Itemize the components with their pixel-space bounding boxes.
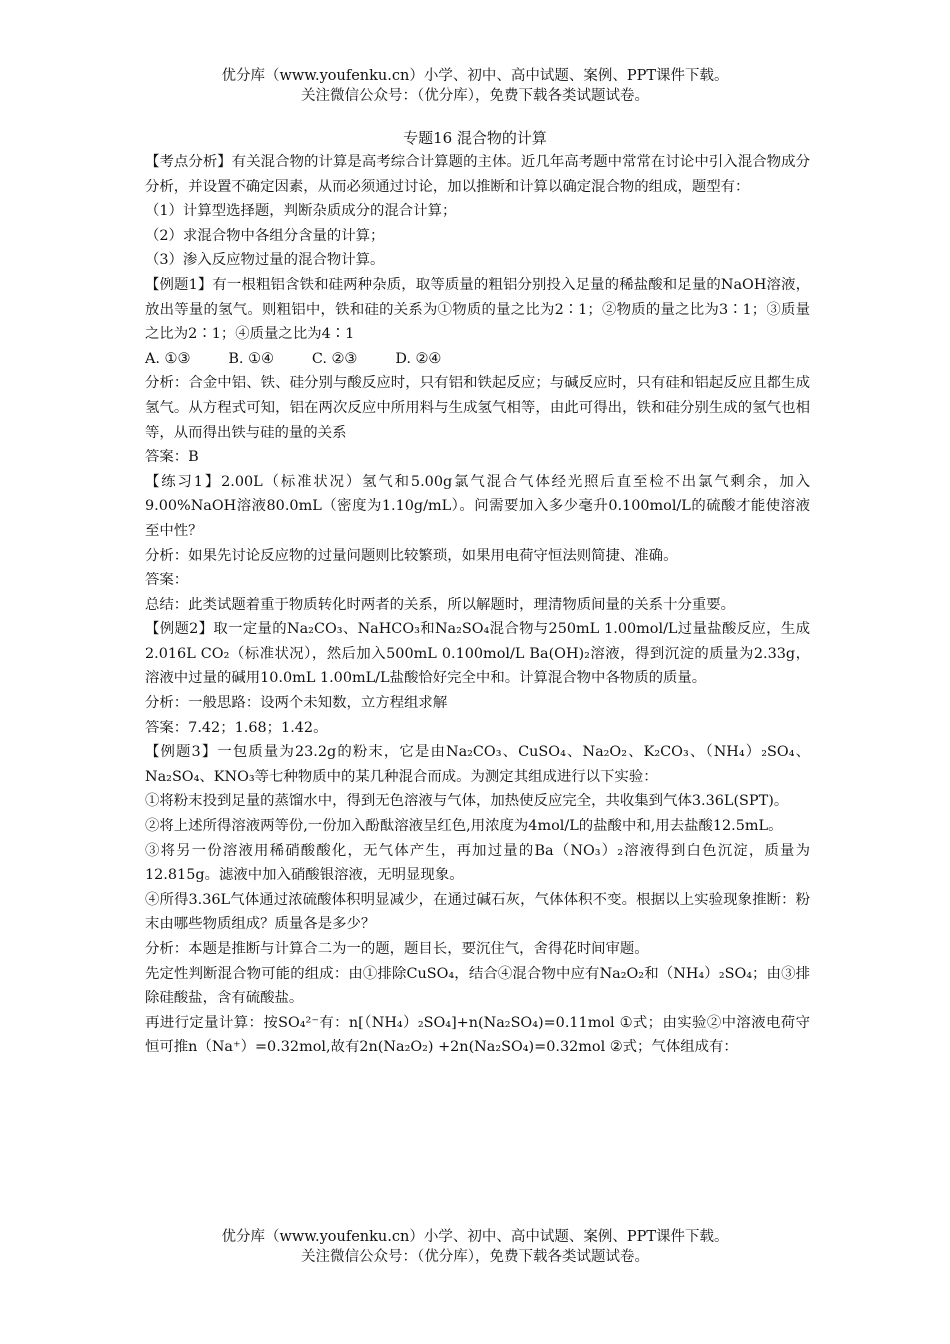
footer-line-1: 优分库（www.youfenku.cn）小学、初中、高中试题、案例、PPT课件下载。 [221, 1229, 729, 1245]
paragraph-type-2: （2）求混合物中各组分含量的计算； [145, 227, 385, 244]
paragraph-example-1-analysis: 分析：合金中铝、铁、硅分别与酸反应时，只有铝和铁起反应；与碱反应时，只有硅和铝起反应且都生成氢气。从方程式可知，铝在两次反应中所用料与生成氢气相等，由此可得出，铁和硅分别生成的氢气也相等，从而得出铁与硅的量的关系 [145, 375, 810, 441]
answer-options [145, 347, 810, 372]
header-line-2: 关注微信公众号：（优分库），免费下载各类试题试卷。 [301, 88, 649, 104]
paragraph-type-1: （1）计算型选择题，判断杂质成分的混合计算； [145, 203, 457, 220]
option-d: D. ②④ [395, 350, 442, 367]
paragraph-quantitative: 再进行定量计算：按SO₄²⁻有：n[（NH₄）₂SO₄]+n(Na₂SO₄)=0.11mol ①式；由实验②中溶液电荷守恒可推n（Na⁺）=0.32mol,故有2n(Na₂O₂) +2n(Na₂SO₄)=0.32mol ②式；气体组成有： [145, 1014, 810, 1056]
paragraph-example-3-analysis: 分析：本题是推断与计算合二为一的题，题目长，要沉住气，舍得花时间审题。 [145, 941, 649, 957]
option-a: A. ①③ [145, 350, 191, 367]
paragraph-experiment-2: ②将上述所得溶液两等份,一份加入酚酞溶液呈红色,用浓度为4mol/L的盐酸中和,用去盐酸12.5mL。 [145, 818, 783, 835]
paragraph-experiment-1: ①将粉末投到足量的蒸馏水中，得到无色溶液与气体，加热使反应完全，共收集到气体3.36L(SPT)。 [145, 793, 789, 810]
option-c: C. ②③ [311, 350, 358, 367]
paragraph-example-3: 【例题3】一包质量为23.2g的粉末，它是由Na₂CO₃、CuSO₄、Na₂O₂、K₂CO₃、（NH₄）₂SO₄、Na₂SO₄、KNO₃等七种物质中的某几种混合而成。为测定其组成进行以下实验： [145, 744, 810, 785]
paragraph-type-3: （3）渗入反应物过量的混合物计算。 [145, 252, 385, 269]
paragraph-exercise-1-analysis: 分析：如果先讨论反应物的过量问题则比较繁琐，如果用电荷守恒法则简捷、准确。 [145, 547, 678, 564]
paragraph-example-2: 【例题2】取一定量的Na₂CO₃、NaHCO₃和Na₂SO₄混合物与250mL 1.00mol/L过量盐酸反应，生成2.016L CO₂（标准状况），然后加入500mL 0.100mol/L Ba(OH)₂溶液，得到沉淀的质量为2.33g，溶液中过量的碱用10.0mL 1.00mL/L盐酸恰好完全中和。计算混合物中各物质的质量。 [145, 621, 810, 687]
paragraph-experiment-3: ③将另一份溶液用稀硝酸酸化，无气体产生，再加过量的Ba（NO₃）₂溶液得到白色沉淀，质量为12.815g。滤液中加入硝酸银溶液，无明显现象。 [145, 842, 810, 884]
paragraph-analysis: 【考点分析】有关混合物的计算是高考综合计算题的主体。近几年高考题中常常在讨论中引入混合物成分分析，并设置不确定因素，从而必须通过讨论，加以推断和计算以确定混合物的组成，题型有： [145, 154, 810, 195]
page-footer [0, 1227, 950, 1267]
paragraph-qualitative: 先定性判断混合物可能的组成：由①排除CuSO₄，结合④混合物中应有Na₂O₂和（NH₄）₂SO₄；由③排除硅酸盐，含有硫酸盐。 [145, 965, 810, 1007]
document-body [145, 150, 810, 1060]
paragraph-experiment-4: ④所得3.36L气体通过浓硫酸体积明显减少，在通过碱石灰，气体体积不变。根据以上实验现象推断：粉末由哪些物质组成？质量各是多少？ [145, 891, 810, 933]
paragraph-example-1-answer: 答案：B [145, 449, 199, 466]
page-header [0, 66, 950, 106]
document-title: 专题16 混合物的计算 [403, 129, 547, 147]
option-b: B. ①④ [228, 350, 274, 367]
header-line-1: 优分库（www.youfenku.cn）小学、初中、高中试题、案例、PPT课件下载。 [221, 68, 729, 84]
paragraph-example-2-answer: 答案：7.42；1.68；1.42。 [145, 719, 328, 736]
paragraph-example-2-analysis: 分析：一般思路：设两个未知数，立方程组求解 [145, 695, 448, 712]
paragraph-example-1: 【例题1】有一根粗铝含铁和硅两种杂质，取等质量的粗铝分别投入足量的稀盐酸和足量的NaOH溶液，放出等量的氢气。则粗铝中，铁和硅的关系为①物质的量之比为2∶1；②物质的量之比为3∶1；③质量之比为2∶1；④质量之比为4∶1 [145, 276, 810, 343]
footer-line-2: 关注微信公众号：（优分库），免费下载各类试题试卷。 [301, 1249, 649, 1265]
paragraph-summary: 总结：此类试题着重于物质转化时两者的关系，所以解题时，理清物质间量的关系十分重要。 [145, 596, 736, 613]
paragraph-exercise-1-answer: 答案： [145, 572, 189, 589]
paragraph-exercise-1: 【练习1】2.00L（标准状况）氢气和5.00g氯气混合气体经光照后直至检不出氯气剩余，加入9.00%NaOH溶液80.0mL（密度为1.10g/mL）。问需要加入多少毫升0.100mol/L的硫酸才能使溶液至中性？ [145, 473, 810, 539]
